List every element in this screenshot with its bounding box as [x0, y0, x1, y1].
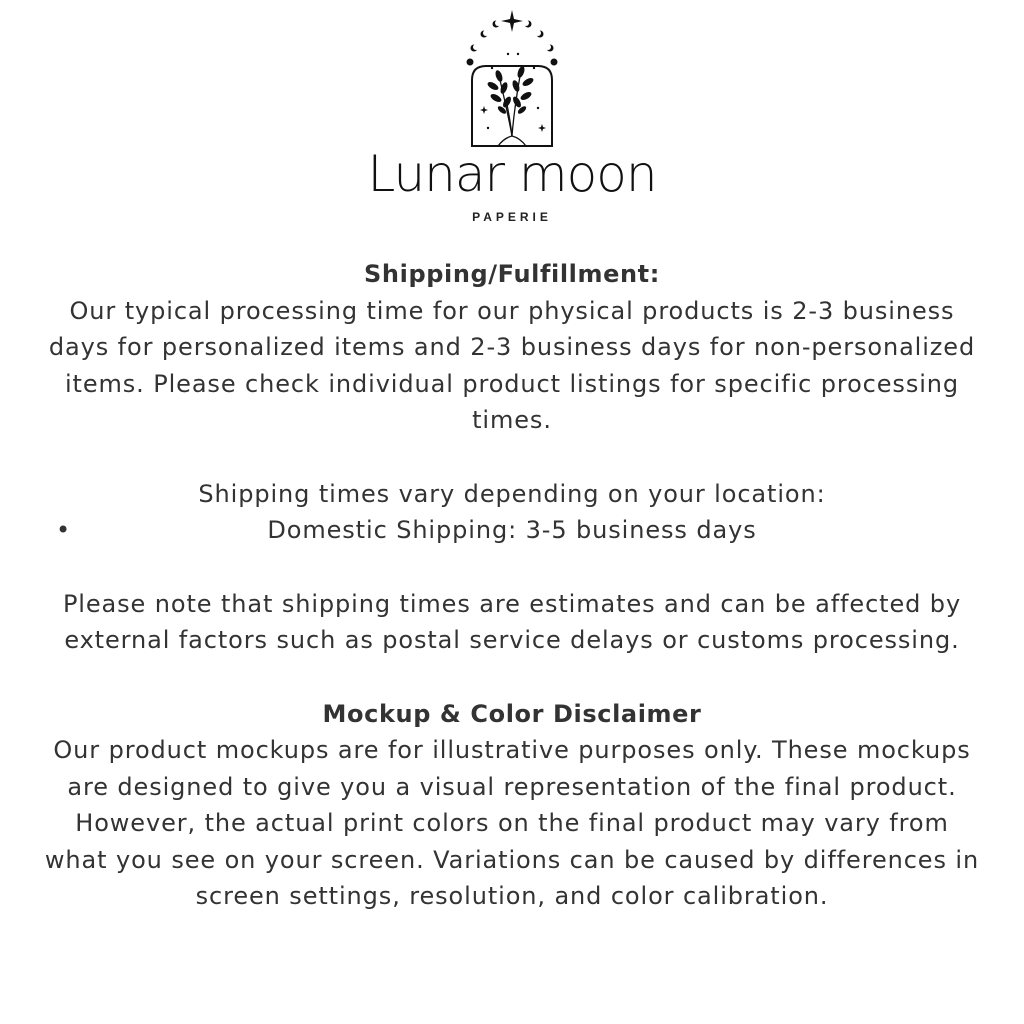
- spacer: [40, 439, 984, 476]
- brand-subtitle: PAPERIE: [472, 210, 552, 224]
- moon-botanical-emblem-icon: [462, 10, 562, 150]
- disclaimer-paragraph: Our product mockups are for illustrative purposes only. These mockups are designed to give you a visual representation of the final product. However, the actual print colors on the final product may vary from what you see on your screen. Variations can be caused by differences in screen settings, resolution, and color calibration.: [44, 736, 980, 910]
- shipping-times-intro: Shipping times vary depending on your location:: [198, 479, 826, 508]
- shipping-heading: Shipping/Fulfillment:: [364, 260, 660, 288]
- domestic-shipping-text: Domestic Shipping: 3-5 business days: [267, 516, 757, 544]
- list-item: [40, 512, 984, 549]
- shipping-times-list: [40, 512, 984, 549]
- spacer: [40, 549, 984, 586]
- bullet-icon: •: [56, 516, 72, 544]
- disclaimer-heading: Mockup & Color Disclaimer: [322, 699, 702, 728]
- spacer: [40, 659, 984, 696]
- shipping-paragraph: Our typical processing time for our physical products is 2-3 business days for personalized items and 2-3 business days for non-personalized items. Please check individual product listings for specific processing times.: [48, 296, 976, 434]
- brand-name: Lunar moon: [367, 145, 657, 203]
- policy-content: [40, 256, 984, 915]
- brand-logo: [0, 8, 1024, 228]
- shipping-note: Please note that shipping times are estimates and can be affected by external factors such as postal service delays or customs processing.: [62, 589, 962, 654]
